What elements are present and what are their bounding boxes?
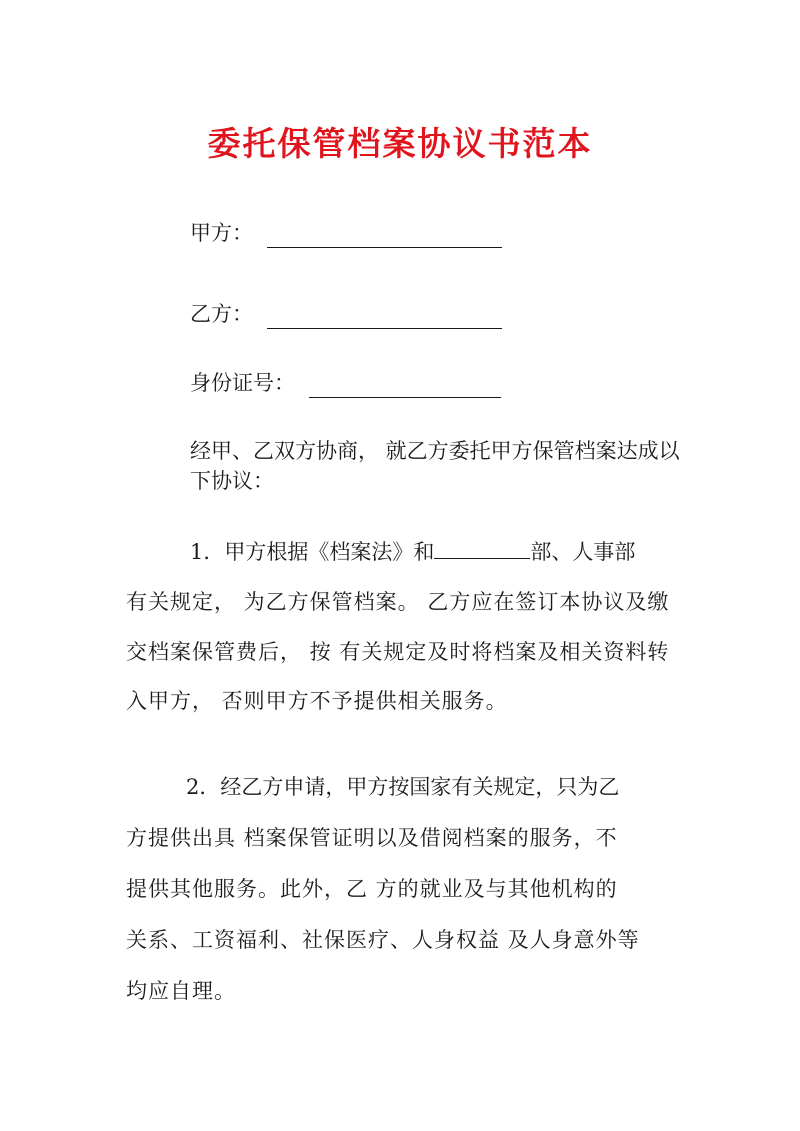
clause1-department-blank[interactable] [434, 536, 530, 559]
intro-line-2: 下协议： [190, 469, 274, 493]
clause2-line-2: 方提供出具 档案保管证明以及借阅档案的服务，不 [126, 826, 618, 850]
clause2-line-3: 提供其他服务。此外，乙 方的就业及与其他机构的 [126, 877, 618, 901]
clause1-suffix: 部、人事部 [530, 540, 636, 564]
party-b-blank[interactable] [267, 304, 502, 329]
document-title: 委托保管档案协议书范本 [207, 124, 593, 163]
clause2-line-4: 关系、工资福利、社保医疗、人身权益 及人身意外等 [126, 928, 640, 952]
clause1-line-2: 有关规定， 为乙方保管档案。 乙方应在签订本协议及缴 [126, 590, 670, 614]
clause1-prefix: 1．甲方根据《档案法》和 [190, 540, 435, 564]
id-number-label: 身份证号： [190, 371, 295, 395]
clause2-line-1: 2．经乙方申请，甲方按国家有关规定，只为乙 [186, 775, 620, 799]
party-b-label: 乙方： [190, 302, 253, 326]
clause1-line-4: 入甲方， 否则甲方不予提供相关服务。 [126, 689, 508, 713]
party-b-field [190, 299, 502, 329]
clause1-line-3: 交档案保管费后， 按 有关规定及时将档案及相关资料转 [126, 640, 670, 664]
clause2-line-5: 均应自理。 [126, 979, 236, 1003]
party-a-label: 甲方： [190, 221, 253, 245]
clause1-line-1 [190, 536, 635, 567]
party-a-field [190, 218, 502, 248]
intro-line-1: 经甲、乙双方协商， 就乙方委托甲方保管档案达成以 [190, 439, 680, 463]
party-a-blank[interactable] [267, 223, 502, 248]
id-number-blank[interactable] [309, 373, 501, 398]
id-number-field [190, 368, 501, 398]
